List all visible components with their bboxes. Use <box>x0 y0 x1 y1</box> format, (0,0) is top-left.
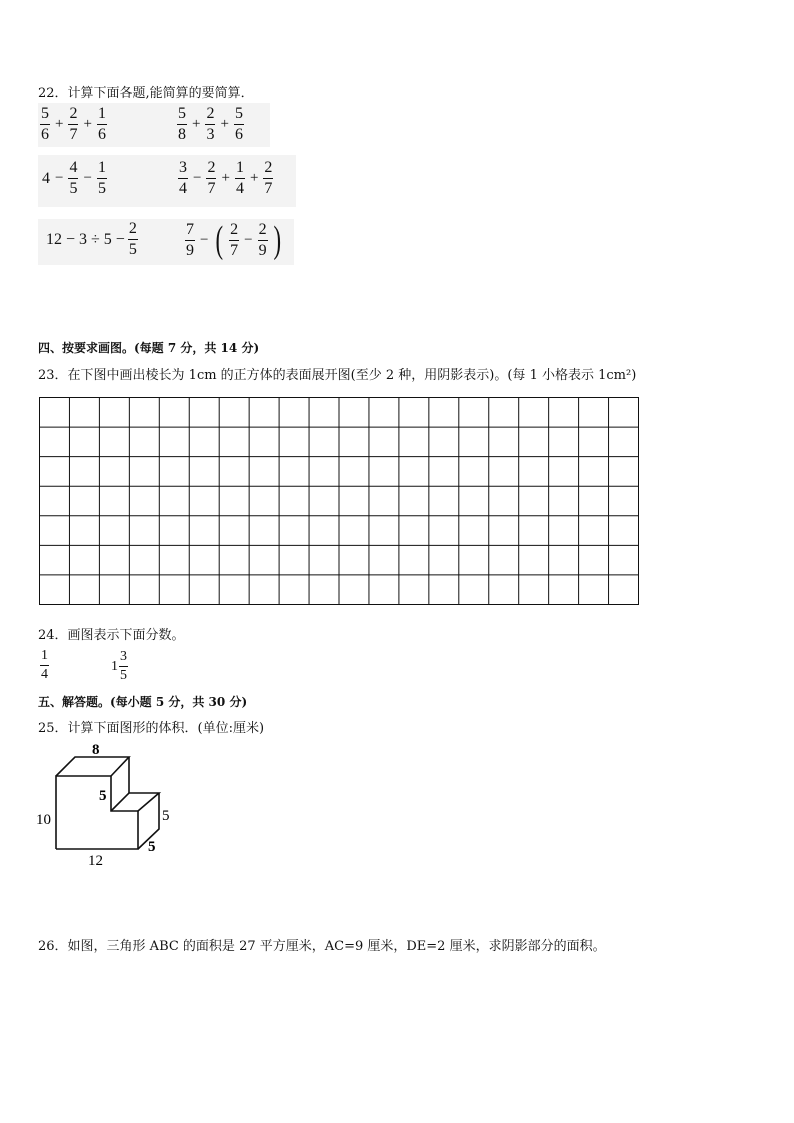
q22-expr-4: $\frac{3}{4}$ − $\frac{2}{7}$ + $\frac{1}{4}$ + $\frac{2}{7}$ <box>179 159 273 197</box>
q22-expr-3: 4 − $\frac{4}{5}$ − $\frac{1}{5}$ <box>42 159 106 197</box>
q24-fraction-2: 1 $\frac{3}{5}$ <box>111 649 127 683</box>
fraction: $\frac{1}{6}$ <box>97 105 106 143</box>
q22-expr-5: 12 − 3 ÷ 5 − $\frac{2}{5}$ <box>46 220 137 258</box>
fraction: $\frac{2}{7}$ <box>207 159 216 197</box>
drawing-grid[interactable] <box>39 397 640 607</box>
q22-expr-1: $\frac{5}{6}$ + $\frac{2}{7}$ + $\frac{1}{6}$ <box>41 105 106 143</box>
fraction: $\frac{2}{7}$ <box>69 105 78 143</box>
fraction: $\frac{1}{4}$ <box>235 159 244 197</box>
fraction: $\frac{1}{5}$ <box>97 159 106 197</box>
fraction: $\frac{5}{8}$ <box>178 105 186 143</box>
q24-fraction-1: $\frac{1}{4}$ <box>41 648 48 682</box>
fraction: $\frac{2}{9}$ <box>258 220 267 259</box>
q24-title: 24．画图表示下面分数。 <box>38 628 185 643</box>
label-left: 10 <box>36 812 51 828</box>
fraction: $\frac{2}{3}$ <box>206 105 215 143</box>
fraction: $\frac{2}{7}$ <box>230 220 239 259</box>
label-step: 5 <box>99 788 107 804</box>
fraction: $\frac{3}{4}$ <box>179 159 187 197</box>
q22-title: 22．计算下面各题,能简算的要简算． <box>38 86 254 101</box>
fraction: $\frac{5}{6}$ <box>234 105 243 143</box>
fraction: $\frac{2}{7}$ <box>264 159 273 197</box>
q26-title: 26．如图，三角形 ABC 的面积是 27 平方厘米，AC=9 厘米，DE=2 厘米，求阴影部分的面积。 <box>38 939 606 954</box>
q23-title: 23．在下图中画出棱长为 1cm 的正方体的表面展开图(至少 2 种，用阴影表示)。(每 1 小格表示 1cm²) <box>38 368 637 383</box>
q22-expr-6: $\frac{7}{9}$ − ( $\frac{2}{7}$ − $\frac{2}{9}$ ) <box>186 219 281 261</box>
label-right-height: 5 <box>162 808 170 824</box>
label-depth: 5 <box>148 839 156 855</box>
fraction: $\frac{2}{5}$ <box>128 220 137 258</box>
label-bottom: 12 <box>88 853 103 869</box>
label-top: 8 <box>92 742 100 758</box>
fraction: $\frac{7}{9}$ <box>186 220 194 259</box>
section-5-heading: 五、解答题。(每小题 5 分，共 30 分) <box>38 695 248 709</box>
section-4-heading: 四、按要求画图。(每题 7 分，共 14 分) <box>38 341 260 355</box>
fraction: $\frac{4}{5}$ <box>69 159 78 197</box>
q22-expr-2: $\frac{5}{8}$ + $\frac{2}{3}$ + $\frac{5}{6}$ <box>178 105 243 143</box>
q25-title: 25．计算下面图形的体积．(单位:厘米) <box>38 721 265 736</box>
fraction: $\frac{5}{6}$ <box>41 105 49 143</box>
q25-solid-figure <box>30 738 190 870</box>
